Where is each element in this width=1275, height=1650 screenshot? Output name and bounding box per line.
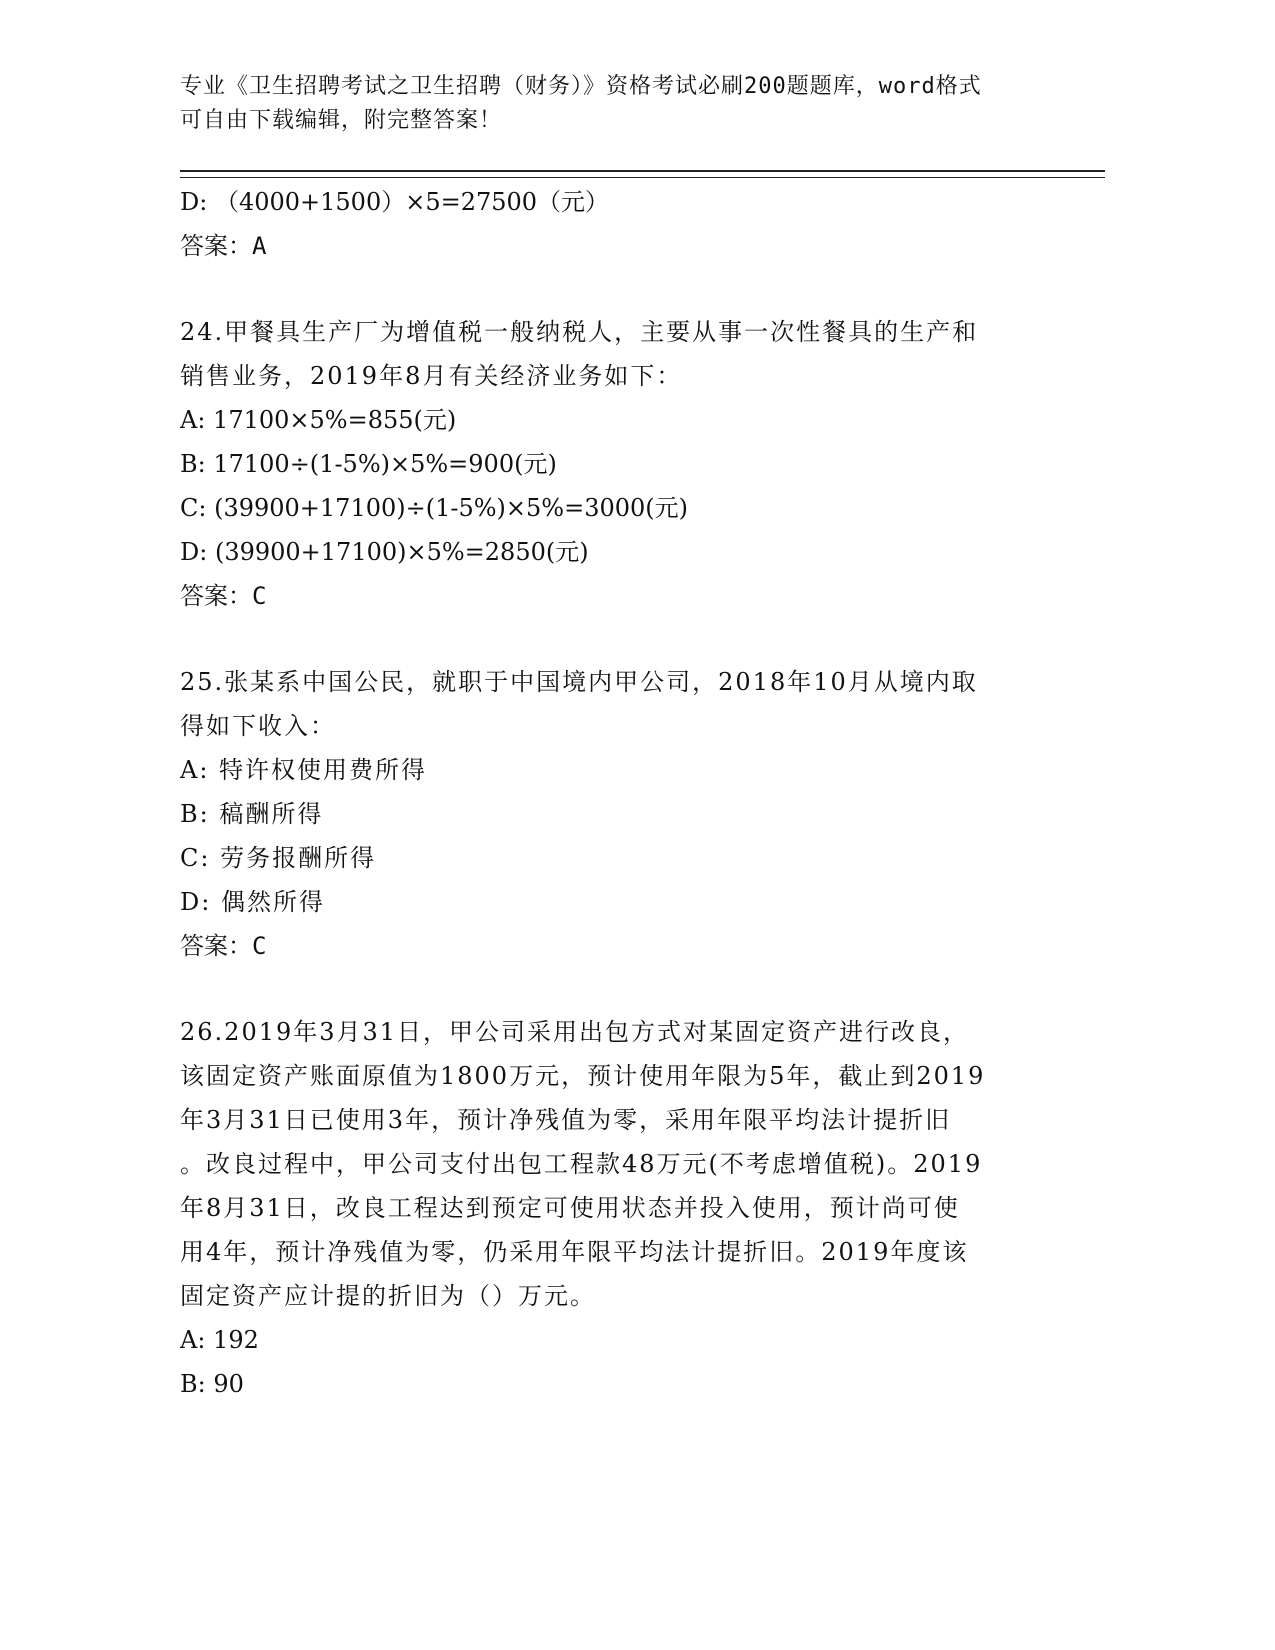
question-text: 用4年，预计净残值为零，仍采用年限平均法计提折旧。2019年度该 <box>180 1238 969 1266</box>
question-text: 销售业务，2019年8月有关经济业务如下： <box>180 362 683 390</box>
header-divider-thick <box>180 170 1105 172</box>
header-divider-thin <box>180 177 1105 178</box>
header-line-1: 专业《卫生招聘考试之卫生招聘（财务）》资格考试必刷200题题库，word格式 <box>180 74 982 99</box>
question-text: 26.2019年3月31日，甲公司采用出包方式对某固定资产进行改良， <box>180 1018 970 1046</box>
option-a: A: 17100×5%=855(元) <box>180 406 457 434</box>
option-d: D: 偶然所得 <box>180 888 325 916</box>
option-a: A: 192 <box>180 1326 259 1354</box>
option-a: A: 特许权使用费所得 <box>180 756 428 784</box>
question-text: 24.甲餐具生产厂为增值税一般纳税人，主要从事一次性餐具的生产和 <box>180 318 979 346</box>
question-25 <box>180 660 1050 968</box>
document-body <box>180 180 1050 1406</box>
option-b: B: 17100÷(1-5%)×5%=900(元) <box>180 450 557 478</box>
option-c: C: 劳务报酬所得 <box>180 844 377 872</box>
question-text: 得如下收入： <box>180 712 336 740</box>
option-b: B: 90 <box>180 1370 244 1398</box>
question-text: 年3月31日已使用3年，预计净残值为零，采用年限平均法计提折旧 <box>180 1106 952 1134</box>
question-text: 该固定资产账面原值为1800万元，预计使用年限为5年，截止到2019 <box>180 1062 986 1090</box>
option-d: D: (39900+17100)×5%=2850(元) <box>180 538 589 566</box>
document-header <box>180 70 1060 138</box>
spacer <box>180 618 1050 660</box>
previous-question-tail <box>180 180 1050 268</box>
header-line-2: 可自由下载编辑，附完整答案！ <box>180 108 503 133</box>
question-26 <box>180 1010 1050 1406</box>
question-24 <box>180 310 1050 618</box>
question-text: 。改良过程中，甲公司支付出包工程款48万元(不考虑增值税)。2019 <box>180 1150 983 1178</box>
question-text: 固定资产应计提的折旧为（）万元。 <box>180 1282 596 1310</box>
spacer <box>180 968 1050 1010</box>
spacer <box>180 268 1050 310</box>
question-text: 年8月31日，改良工程达到预定可使用状态并投入使用，预计尚可使 <box>180 1194 960 1222</box>
answer-line: 答案：A <box>180 232 267 260</box>
question-text: 25.张某系中国公民，就职于中国境内甲公司，2018年10月从境内取 <box>180 668 978 696</box>
answer-line: 答案：C <box>180 582 267 610</box>
option-c: C: (39900+17100)÷(1-5%)×5%=3000(元) <box>180 494 688 522</box>
answer-line: 答案：C <box>180 932 267 960</box>
option-d: D: （4000+1500）×5=27500（元） <box>180 188 610 216</box>
option-b: B: 稿酬所得 <box>180 800 324 828</box>
